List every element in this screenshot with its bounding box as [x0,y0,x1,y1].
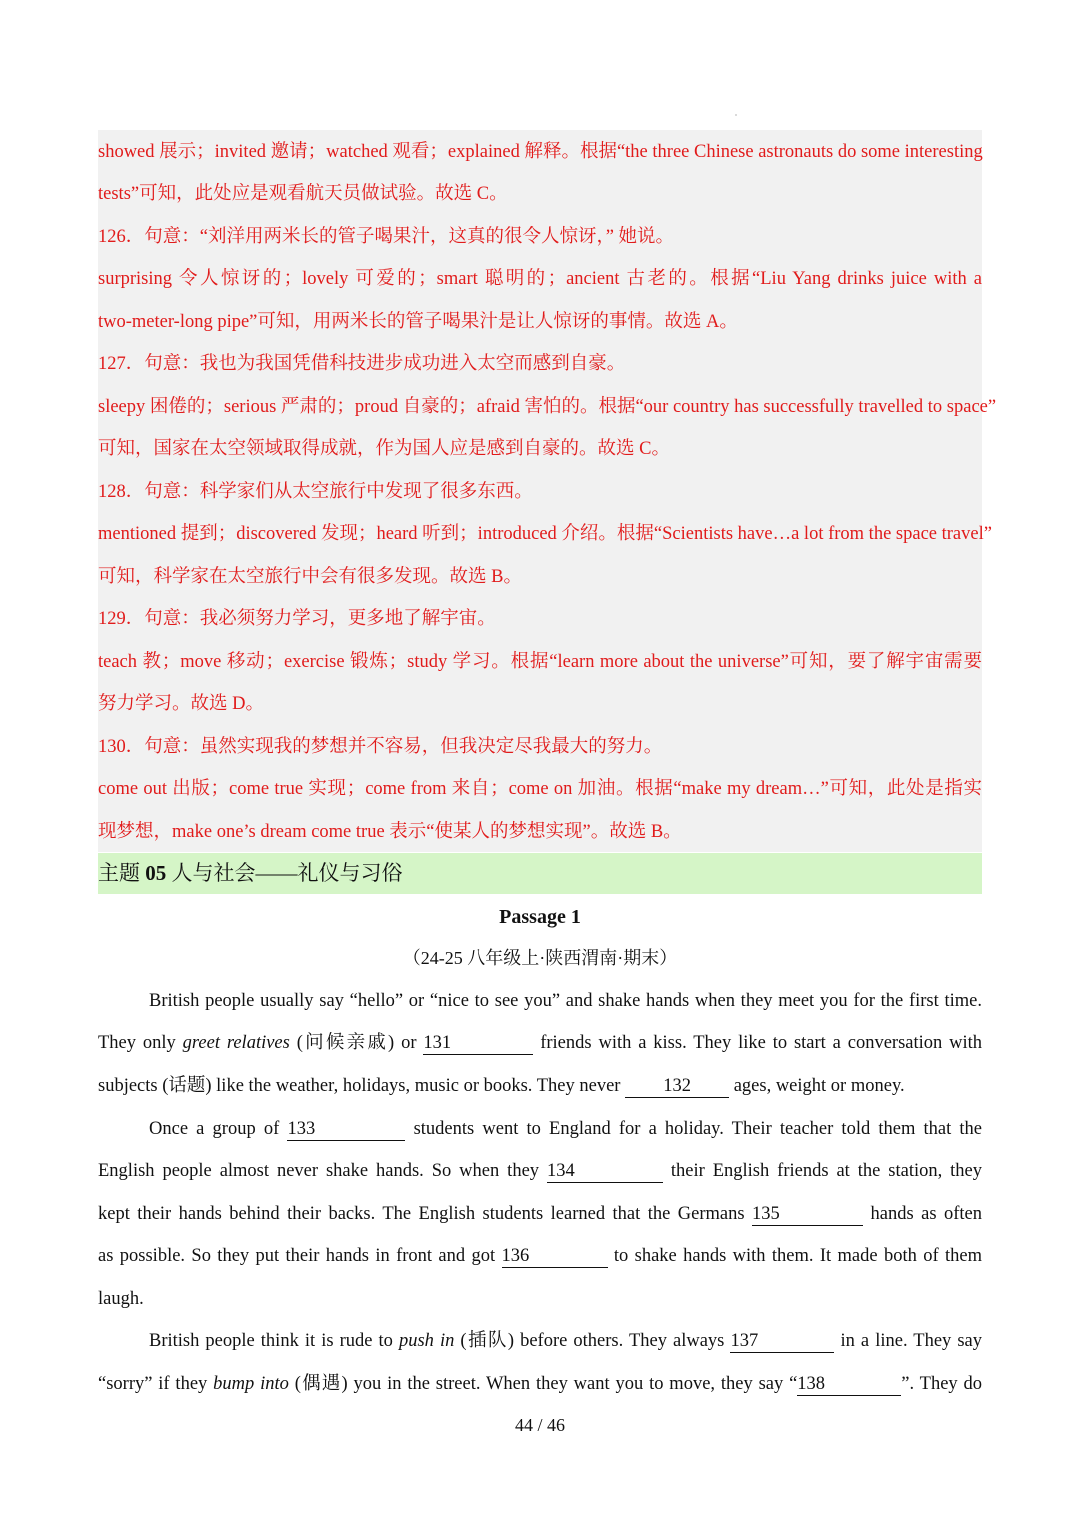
text: (问候亲戚) or [289,1033,424,1053]
passage-line-7 [98,1235,982,1277]
text: in a line. They say [834,1331,983,1351]
blank-135[interactable]: 135 [752,1203,863,1226]
text: ages, weight or money. [729,1076,905,1096]
answer-line-15: 130．句意：虽然实现我的梦想并不容易，但我决定尽我最大的努力。 [98,737,663,757]
answer-line-16: come out 出版；come true 实现；come from 来自；come on 加油。根据“make my dream…”可知，此处是指实 [98,779,982,799]
topic-prefix: 主题 [98,861,140,885]
passage-line-9 [149,1320,982,1362]
text: as possible. So they put their hands in front and got [98,1246,502,1266]
text: kept their hands behind their backs. The English students learned that the Germans [98,1204,753,1224]
passage-line-6 [98,1193,982,1235]
blank-133[interactable]: 133 [287,1118,405,1141]
blank-137[interactable]: 137 [730,1330,834,1353]
passage-line-10 [98,1363,982,1405]
text: friends with a kiss. They like to start a conversation with [533,1033,983,1053]
answer-line-4: surprising 令人惊讶的；lovely 可爱的；smart 聪明的；ancient 古老的。根据“Liu Yang drinks juice with a [98,269,982,289]
answer-line-8: 可知，国家在太空领域取得成就，作为国人应是感到自豪的。故选 C。 [98,439,670,459]
answer-line-14: 努力学习。故选 D。 [98,694,264,714]
answer-line-10: mentioned 提到；discovered 发现；heard 听到；introduced 介绍。根据“Scientists have…a lot from the space travel” [98,524,992,544]
text: British people think it is rude to [149,1331,399,1351]
text: students went to England for a holiday. Their teacher told them that the [405,1119,982,1139]
text: Once a group of [149,1119,288,1139]
italic-phrase: push in [398,1331,455,1351]
answer-line-3: 126．句意：“刘洋用两米长的管子喝果汁，这真的很令人惊讶，” 她说。 [98,227,675,247]
blank-134[interactable]: 134 [547,1160,663,1183]
text: English people almost never shake hands. So when they [98,1161,547,1181]
answer-line-7: sleepy 困倦的；serious 严肃的；proud 自豪的；afraid 害怕的。根据“our country has successfully travelled to space” [98,397,997,417]
answer-line-6: 127．句意：我也为我国凭借科技进步成功进入太空而感到自豪。 [98,354,626,374]
answer-line-17: 现梦想，make one’s dream come true 表示“使某人的梦想实现”。故选 B。 [98,822,682,842]
text: to shake hands with them. It made both of them [607,1246,982,1266]
topic-number: 05 [145,861,167,885]
answer-line-5: two-meter-long pipe”可知，用两米长的管子喝果汁是让人惊讶的事情。故选 A。 [98,312,738,332]
blank-136[interactable]: 136 [502,1245,608,1268]
passage-line-4 [149,1108,982,1150]
text: (插队) before others. They always [454,1331,731,1351]
passage-title: Passage 1 [499,906,581,928]
text: ”. They do [901,1374,982,1394]
topic-heading [98,853,982,894]
answer-line-1: showed 展示；invited 邀请；watched 观看；explained 解释。根据“the three Chinese astronauts do some interesting [98,142,983,162]
italic-phrase: greet relatives [182,1033,290,1053]
page-number: 44 / 46 [514,1415,565,1435]
passage-line-3 [98,1065,982,1107]
passage-source: （24-25 八年级上·陕西渭南·期末） [402,948,678,968]
italic-phrase: bump into [213,1374,289,1394]
text: their English friends at the station, they [662,1161,983,1181]
topic-title: 人与社会——礼仪与习俗 [171,861,403,885]
answer-line-12: 129．句意：我必须努力学习，更多地了解宇宙。 [98,609,496,629]
passage-line-1: British people usually say “hello” or “nice to see you” and shake hands when they meet you for the first time. [149,991,982,1011]
page-dot [735,114,737,116]
answer-line-11: 可知，科学家在太空旅行中会有很多发现。故选 B。 [98,567,522,587]
blank-131[interactable]: 131 [423,1032,533,1055]
text: “sorry” if they [98,1374,214,1394]
passage-line-5 [98,1150,982,1192]
blank-132[interactable]: 132 [625,1075,729,1098]
text: (偶遇) you in the street. When they want you to move, they say “ [288,1374,798,1394]
blank-138[interactable]: 138 [797,1373,901,1396]
text: subjects (话题) like the weather, holidays, music or books. They never [98,1076,626,1096]
text: hands as often [863,1204,982,1224]
passage-line-8: laugh. [98,1289,144,1309]
answer-line-13: teach 教；move 移动；exercise 锻炼；study 学习。根据“learn more about the universe”可知，要了解宇宙需要 [98,652,982,672]
answer-line-9: 128．句意：科学家们从太空旅行中发现了很多东西。 [98,482,533,502]
text: They only [98,1033,183,1053]
answer-line-2: tests”可知，此处应是观看航天员做试验。故选 C。 [98,184,508,204]
passage-line-2 [98,1022,982,1064]
